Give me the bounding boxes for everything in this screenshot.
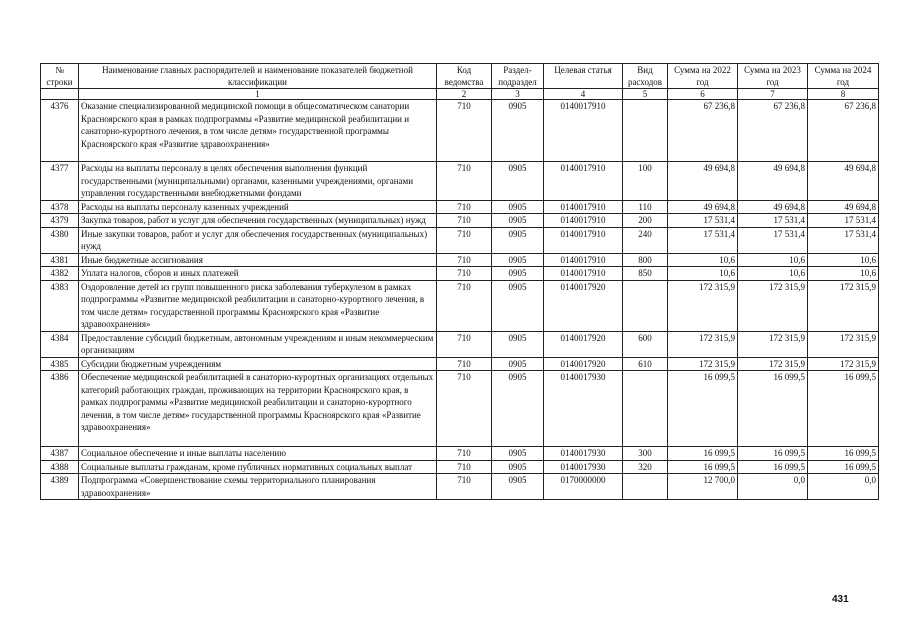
column-index: 7 bbox=[738, 89, 808, 100]
row-name: Обеспечение медицинской реабилитацией в санаторно-курортных организациях отдельных категорий работающих граждан, проживающих на территории Красноярского края, в рамках подпрограммы «Развитие медицинской реабилитации и санаторно-курортного лечения, в том числе детям» государственной программы Красноярского края «Развитие здравоохранения» bbox=[79, 371, 437, 447]
row-article: 0140017910 bbox=[544, 214, 623, 228]
column-index: 1 bbox=[79, 89, 437, 100]
table-row bbox=[41, 214, 879, 228]
row-dept-code: 710 bbox=[437, 460, 492, 474]
row-sum-2023: 49 694,8 bbox=[738, 200, 808, 214]
table-row bbox=[41, 460, 879, 474]
row-sum-2023: 16 099,5 bbox=[738, 371, 808, 447]
row-dept-code: 710 bbox=[437, 331, 492, 357]
row-name: Уплата налогов, сборов и иных платежей bbox=[79, 267, 437, 281]
row-dept-code: 710 bbox=[437, 474, 492, 500]
row-number: 4377 bbox=[41, 162, 79, 201]
row-sum-2022: 16 099,5 bbox=[668, 371, 738, 447]
row-sum-2024: 10,6 bbox=[808, 267, 879, 281]
column-index bbox=[41, 89, 79, 100]
row-kind: 110 bbox=[623, 200, 668, 214]
row-kind bbox=[623, 100, 668, 162]
row-sum-2023: 17 531,4 bbox=[738, 214, 808, 228]
row-section: 0905 bbox=[492, 460, 544, 474]
row-sum-2022: 172 315,9 bbox=[668, 331, 738, 357]
row-dept-code: 710 bbox=[437, 371, 492, 447]
row-dept-code: 710 bbox=[437, 214, 492, 228]
row-sum-2023: 49 694,8 bbox=[738, 162, 808, 201]
row-sum-2022: 67 236,8 bbox=[668, 100, 738, 162]
row-number: 4383 bbox=[41, 280, 79, 331]
table-row bbox=[41, 227, 879, 253]
column-index: 3 bbox=[492, 89, 544, 100]
row-number: 4388 bbox=[41, 460, 79, 474]
row-sum-2023: 10,6 bbox=[738, 253, 808, 267]
row-sum-2024: 67 236,8 bbox=[808, 100, 879, 162]
row-kind: 100 bbox=[623, 162, 668, 201]
row-section: 0905 bbox=[492, 162, 544, 201]
header-num: № строки bbox=[41, 64, 79, 89]
row-number: 4387 bbox=[41, 447, 79, 461]
row-name: Подпрограмма «Совершенствование схемы территориального планирования здравоохранения» bbox=[79, 474, 437, 500]
row-name: Закупка товаров, работ и услуг для обеспечения государственных (муниципальных) нужд bbox=[79, 214, 437, 228]
row-article: 0140017910 bbox=[544, 227, 623, 253]
row-section: 0905 bbox=[492, 100, 544, 162]
row-article: 0140017920 bbox=[544, 357, 623, 371]
column-index: 2 bbox=[437, 89, 492, 100]
row-number: 4385 bbox=[41, 357, 79, 371]
row-kind bbox=[623, 280, 668, 331]
header-sum-2024: Сумма на 2024 год bbox=[808, 64, 879, 89]
row-sum-2024: 49 694,8 bbox=[808, 200, 879, 214]
row-name: Социальное обеспечение и иные выплаты населению bbox=[79, 447, 437, 461]
row-section: 0905 bbox=[492, 371, 544, 447]
table-row bbox=[41, 357, 879, 371]
row-sum-2023: 67 236,8 bbox=[738, 100, 808, 162]
row-number: 4376 bbox=[41, 100, 79, 162]
row-number: 4378 bbox=[41, 200, 79, 214]
row-dept-code: 710 bbox=[437, 357, 492, 371]
row-sum-2024: 16 099,5 bbox=[808, 447, 879, 461]
row-section: 0905 bbox=[492, 331, 544, 357]
row-sum-2024: 17 531,4 bbox=[808, 227, 879, 253]
row-sum-2022: 10,6 bbox=[668, 253, 738, 267]
row-sum-2022: 16 099,5 bbox=[668, 460, 738, 474]
row-kind: 200 bbox=[623, 214, 668, 228]
row-kind: 300 bbox=[623, 447, 668, 461]
budget-table bbox=[40, 63, 879, 500]
row-article: 0140017910 bbox=[544, 267, 623, 281]
row-section: 0905 bbox=[492, 253, 544, 267]
row-article: 0140017930 bbox=[544, 460, 623, 474]
row-article: 0140017910 bbox=[544, 100, 623, 162]
table-row bbox=[41, 200, 879, 214]
row-name: Расходы на выплаты персоналу казенных учреждений bbox=[79, 200, 437, 214]
row-kind: 610 bbox=[623, 357, 668, 371]
row-sum-2022: 49 694,8 bbox=[668, 162, 738, 201]
column-index: 8 bbox=[808, 89, 879, 100]
page-number: 431 bbox=[832, 594, 849, 605]
row-article: 0140017910 bbox=[544, 162, 623, 201]
row-name: Расходы на выплаты персоналу в целях обеспечения выполнения функций государственными (муниципальными) органами, казенными учреждениями, органами управления государственными внебюджетными фондами bbox=[79, 162, 437, 201]
row-kind: 800 bbox=[623, 253, 668, 267]
header-sum-2022: Сумма на 2022 год bbox=[668, 64, 738, 89]
row-dept-code: 710 bbox=[437, 253, 492, 267]
table-row bbox=[41, 162, 879, 201]
row-dept-code: 710 bbox=[437, 100, 492, 162]
row-article: 0140017910 bbox=[544, 253, 623, 267]
row-section: 0905 bbox=[492, 227, 544, 253]
row-dept-code: 710 bbox=[437, 447, 492, 461]
row-name: Иные бюджетные ассигнования bbox=[79, 253, 437, 267]
row-number: 4381 bbox=[41, 253, 79, 267]
row-kind bbox=[623, 371, 668, 447]
row-section: 0905 bbox=[492, 474, 544, 500]
table-row bbox=[41, 331, 879, 357]
row-name: Социальные выплаты гражданам, кроме публичных нормативных социальных выплат bbox=[79, 460, 437, 474]
row-number: 4382 bbox=[41, 267, 79, 281]
row-section: 0905 bbox=[492, 214, 544, 228]
row-sum-2023: 16 099,5 bbox=[738, 460, 808, 474]
column-index-row bbox=[41, 89, 879, 100]
row-sum-2024: 172 315,9 bbox=[808, 331, 879, 357]
row-number: 4389 bbox=[41, 474, 79, 500]
row-name: Предоставление субсидий бюджетным, автономным учреждениям и иным некоммерческим организациям bbox=[79, 331, 437, 357]
table-row bbox=[41, 100, 879, 162]
row-kind: 850 bbox=[623, 267, 668, 281]
row-section: 0905 bbox=[492, 200, 544, 214]
row-sum-2024: 16 099,5 bbox=[808, 371, 879, 447]
row-name: Иные закупки товаров, работ и услуг для обеспечения государственных (муниципальных) нужд bbox=[79, 227, 437, 253]
row-sum-2023: 10,6 bbox=[738, 267, 808, 281]
row-sum-2023: 172 315,9 bbox=[738, 331, 808, 357]
row-number: 4384 bbox=[41, 331, 79, 357]
header-row bbox=[41, 64, 879, 89]
column-index: 5 bbox=[623, 89, 668, 100]
row-name: Субсидии бюджетным учреждениям bbox=[79, 357, 437, 371]
row-sum-2024: 17 531,4 bbox=[808, 214, 879, 228]
table-row bbox=[41, 267, 879, 281]
row-sum-2024: 16 099,5 bbox=[808, 460, 879, 474]
row-article: 0140017920 bbox=[544, 331, 623, 357]
row-sum-2023: 172 315,9 bbox=[738, 357, 808, 371]
row-sum-2022: 17 531,4 bbox=[668, 227, 738, 253]
row-sum-2022: 12 700,0 bbox=[668, 474, 738, 500]
header-kind: Вид расходов bbox=[623, 64, 668, 89]
header-dept-code: Код ведомства bbox=[437, 64, 492, 89]
row-dept-code: 710 bbox=[437, 200, 492, 214]
row-kind: 320 bbox=[623, 460, 668, 474]
row-article: 0140017930 bbox=[544, 447, 623, 461]
row-sum-2022: 10,6 bbox=[668, 267, 738, 281]
row-sum-2023: 0,0 bbox=[738, 474, 808, 500]
header-sum-2023: Сумма на 2023 год bbox=[738, 64, 808, 89]
row-section: 0905 bbox=[492, 447, 544, 461]
row-sum-2024: 172 315,9 bbox=[808, 357, 879, 371]
row-section: 0905 bbox=[492, 280, 544, 331]
row-sum-2022: 49 694,8 bbox=[668, 200, 738, 214]
table-row bbox=[41, 253, 879, 267]
row-sum-2024: 10,6 bbox=[808, 253, 879, 267]
table-row bbox=[41, 280, 879, 331]
table-row bbox=[41, 371, 879, 447]
header-section: Раздел-подраздел bbox=[492, 64, 544, 89]
row-article: 0140017930 bbox=[544, 371, 623, 447]
row-dept-code: 710 bbox=[437, 280, 492, 331]
row-kind: 600 bbox=[623, 331, 668, 357]
row-section: 0905 bbox=[492, 267, 544, 281]
row-section: 0905 bbox=[492, 357, 544, 371]
column-index: 6 bbox=[668, 89, 738, 100]
row-dept-code: 710 bbox=[437, 162, 492, 201]
row-dept-code: 710 bbox=[437, 227, 492, 253]
row-sum-2022: 172 315,9 bbox=[668, 280, 738, 331]
row-sum-2023: 17 531,4 bbox=[738, 227, 808, 253]
row-number: 4379 bbox=[41, 214, 79, 228]
row-article: 0140017920 bbox=[544, 280, 623, 331]
row-number: 4380 bbox=[41, 227, 79, 253]
row-article: 0140017910 bbox=[544, 200, 623, 214]
row-sum-2023: 172 315,9 bbox=[738, 280, 808, 331]
row-sum-2024: 0,0 bbox=[808, 474, 879, 500]
row-kind: 240 bbox=[623, 227, 668, 253]
row-sum-2024: 172 315,9 bbox=[808, 280, 879, 331]
row-sum-2022: 17 531,4 bbox=[668, 214, 738, 228]
row-sum-2024: 49 694,8 bbox=[808, 162, 879, 201]
row-article: 0170000000 bbox=[544, 474, 623, 500]
row-sum-2022: 16 099,5 bbox=[668, 447, 738, 461]
row-kind bbox=[623, 474, 668, 500]
table-row bbox=[41, 474, 879, 500]
header-article: Целевая статья bbox=[544, 64, 623, 89]
row-dept-code: 710 bbox=[437, 267, 492, 281]
header-name: Наименование главных распорядителей и наименование показателей бюджетной классификации bbox=[79, 64, 437, 89]
row-name: Оздоровление детей из групп повышенного риска заболевания туберкулезом в рамках подпрограммы «Развитие медицинской реабилитации и санаторно-курортного лечения, в том числе детям» государственной программы Красноярского края «Развитие здравоохранения» bbox=[79, 280, 437, 331]
row-name: Оказание специализированной медицинской помощи в общесоматическом санатории Красноярского края в рамках подпрограммы «Развитие медицинской реабилитации и санаторно-курортного лечения, в том числе детям» государственной программы Красноярского края «Развитие здравоохранения» bbox=[79, 100, 437, 162]
row-sum-2022: 172 315,9 bbox=[668, 357, 738, 371]
table-row bbox=[41, 447, 879, 461]
column-index: 4 bbox=[544, 89, 623, 100]
row-sum-2023: 16 099,5 bbox=[738, 447, 808, 461]
row-number: 4386 bbox=[41, 371, 79, 447]
